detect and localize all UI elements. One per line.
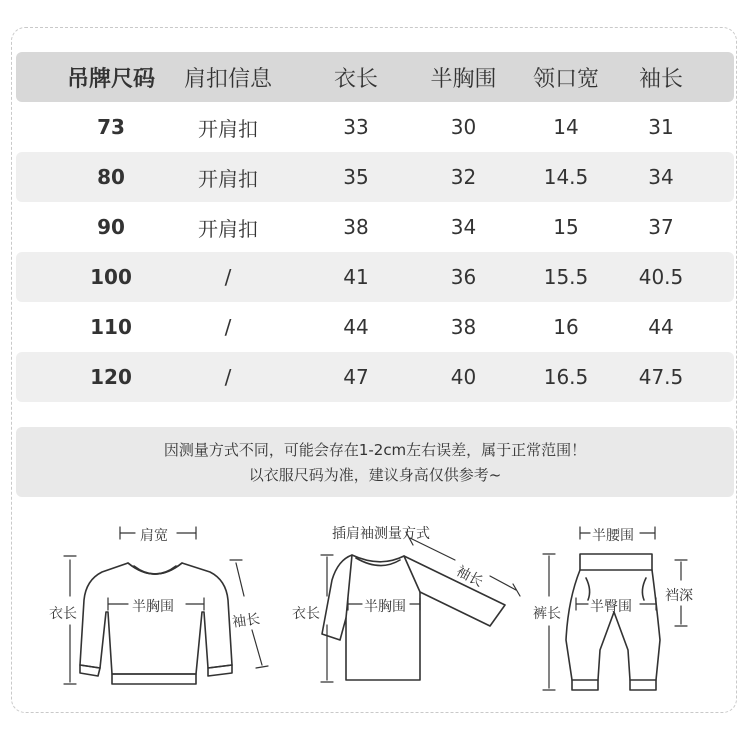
neck-cell: 14.5: [543, 165, 589, 189]
size-cell: 90: [97, 215, 125, 239]
half-waist-label: 半腰围: [592, 528, 634, 544]
shoulder-cell: /: [224, 315, 232, 339]
chest-cell: 38: [450, 315, 477, 339]
size-cell: 110: [90, 315, 132, 339]
neck-cell: 14: [553, 115, 579, 139]
chest-cell: 36: [450, 265, 477, 289]
shoulder-cell: 开肩扣: [198, 166, 258, 191]
sleeve-cell: 31: [648, 115, 674, 139]
size-cell: 80: [97, 165, 125, 189]
length-cell: 35: [343, 165, 369, 189]
sleeve-cell: 44: [648, 315, 674, 339]
shoulder-width-label: 肩宽: [140, 528, 168, 544]
chest-cell: 32: [450, 165, 477, 189]
length-cell: 38: [343, 215, 369, 239]
sleeve-cell: 34: [648, 165, 674, 189]
shoulder-cell: /: [224, 365, 232, 389]
header-neck-width: 领口宽: [532, 66, 599, 92]
pants-illustration: [566, 554, 660, 690]
raglan-length-label: 衣长: [292, 606, 320, 622]
half-thigh-label: 半臀围: [590, 599, 632, 615]
chest-cell: 34: [450, 215, 477, 239]
header-size: 吊牌尺码: [66, 66, 155, 92]
neck-cell: 15: [553, 215, 579, 239]
neck-cell: 16: [553, 315, 579, 339]
shoulder-cell: /: [224, 265, 232, 289]
header-half-chest: 半胸围: [430, 66, 497, 92]
neck-cell: 15.5: [543, 265, 589, 289]
pants-length-label: 裤长: [533, 606, 561, 622]
sweater-illustration: [80, 563, 232, 684]
length-cell: 33: [343, 115, 369, 139]
note-line-1: 因测量方式不同，可能会存在1-2cm左右误差，属于正常范围！: [163, 441, 587, 459]
raglan-chest-label: 半胸围: [364, 599, 406, 615]
header-shoulder-button: 肩扣信息: [183, 66, 272, 92]
sleeve-cell: 37: [648, 215, 674, 239]
raglan-title: 插肩袖测量方式: [332, 526, 430, 542]
shoulder-cell: 开肩扣: [198, 116, 258, 141]
chest-cell: 30: [450, 115, 477, 139]
length-cell: 47: [343, 365, 369, 389]
sweater-sleeve-label: 袖长: [231, 611, 262, 631]
length-cell: 41: [343, 265, 369, 289]
size-cell: 100: [90, 265, 132, 289]
size-cell: 120: [90, 365, 132, 389]
sweater-chest-label: 半胸围: [132, 599, 174, 615]
header-sleeve: 袖长: [638, 66, 683, 92]
sleeve-cell: 47.5: [638, 365, 684, 389]
size-cell: 73: [97, 115, 125, 139]
chest-cell: 40: [450, 365, 477, 389]
shoulder-cell: 开肩扣: [198, 216, 258, 241]
length-cell: 44: [343, 315, 369, 339]
neck-cell: 16.5: [543, 365, 589, 389]
sleeve-cell: 40.5: [638, 265, 684, 289]
header-length: 衣长: [333, 66, 378, 92]
rise-depth-label: 裆深: [665, 588, 693, 604]
sweater-length-label: 衣长: [49, 606, 77, 622]
note-line-2: 以衣服尺码为准，建议身高仅供参考~: [248, 466, 502, 484]
raglan-sleeve-label: 袖长: [453, 563, 486, 591]
